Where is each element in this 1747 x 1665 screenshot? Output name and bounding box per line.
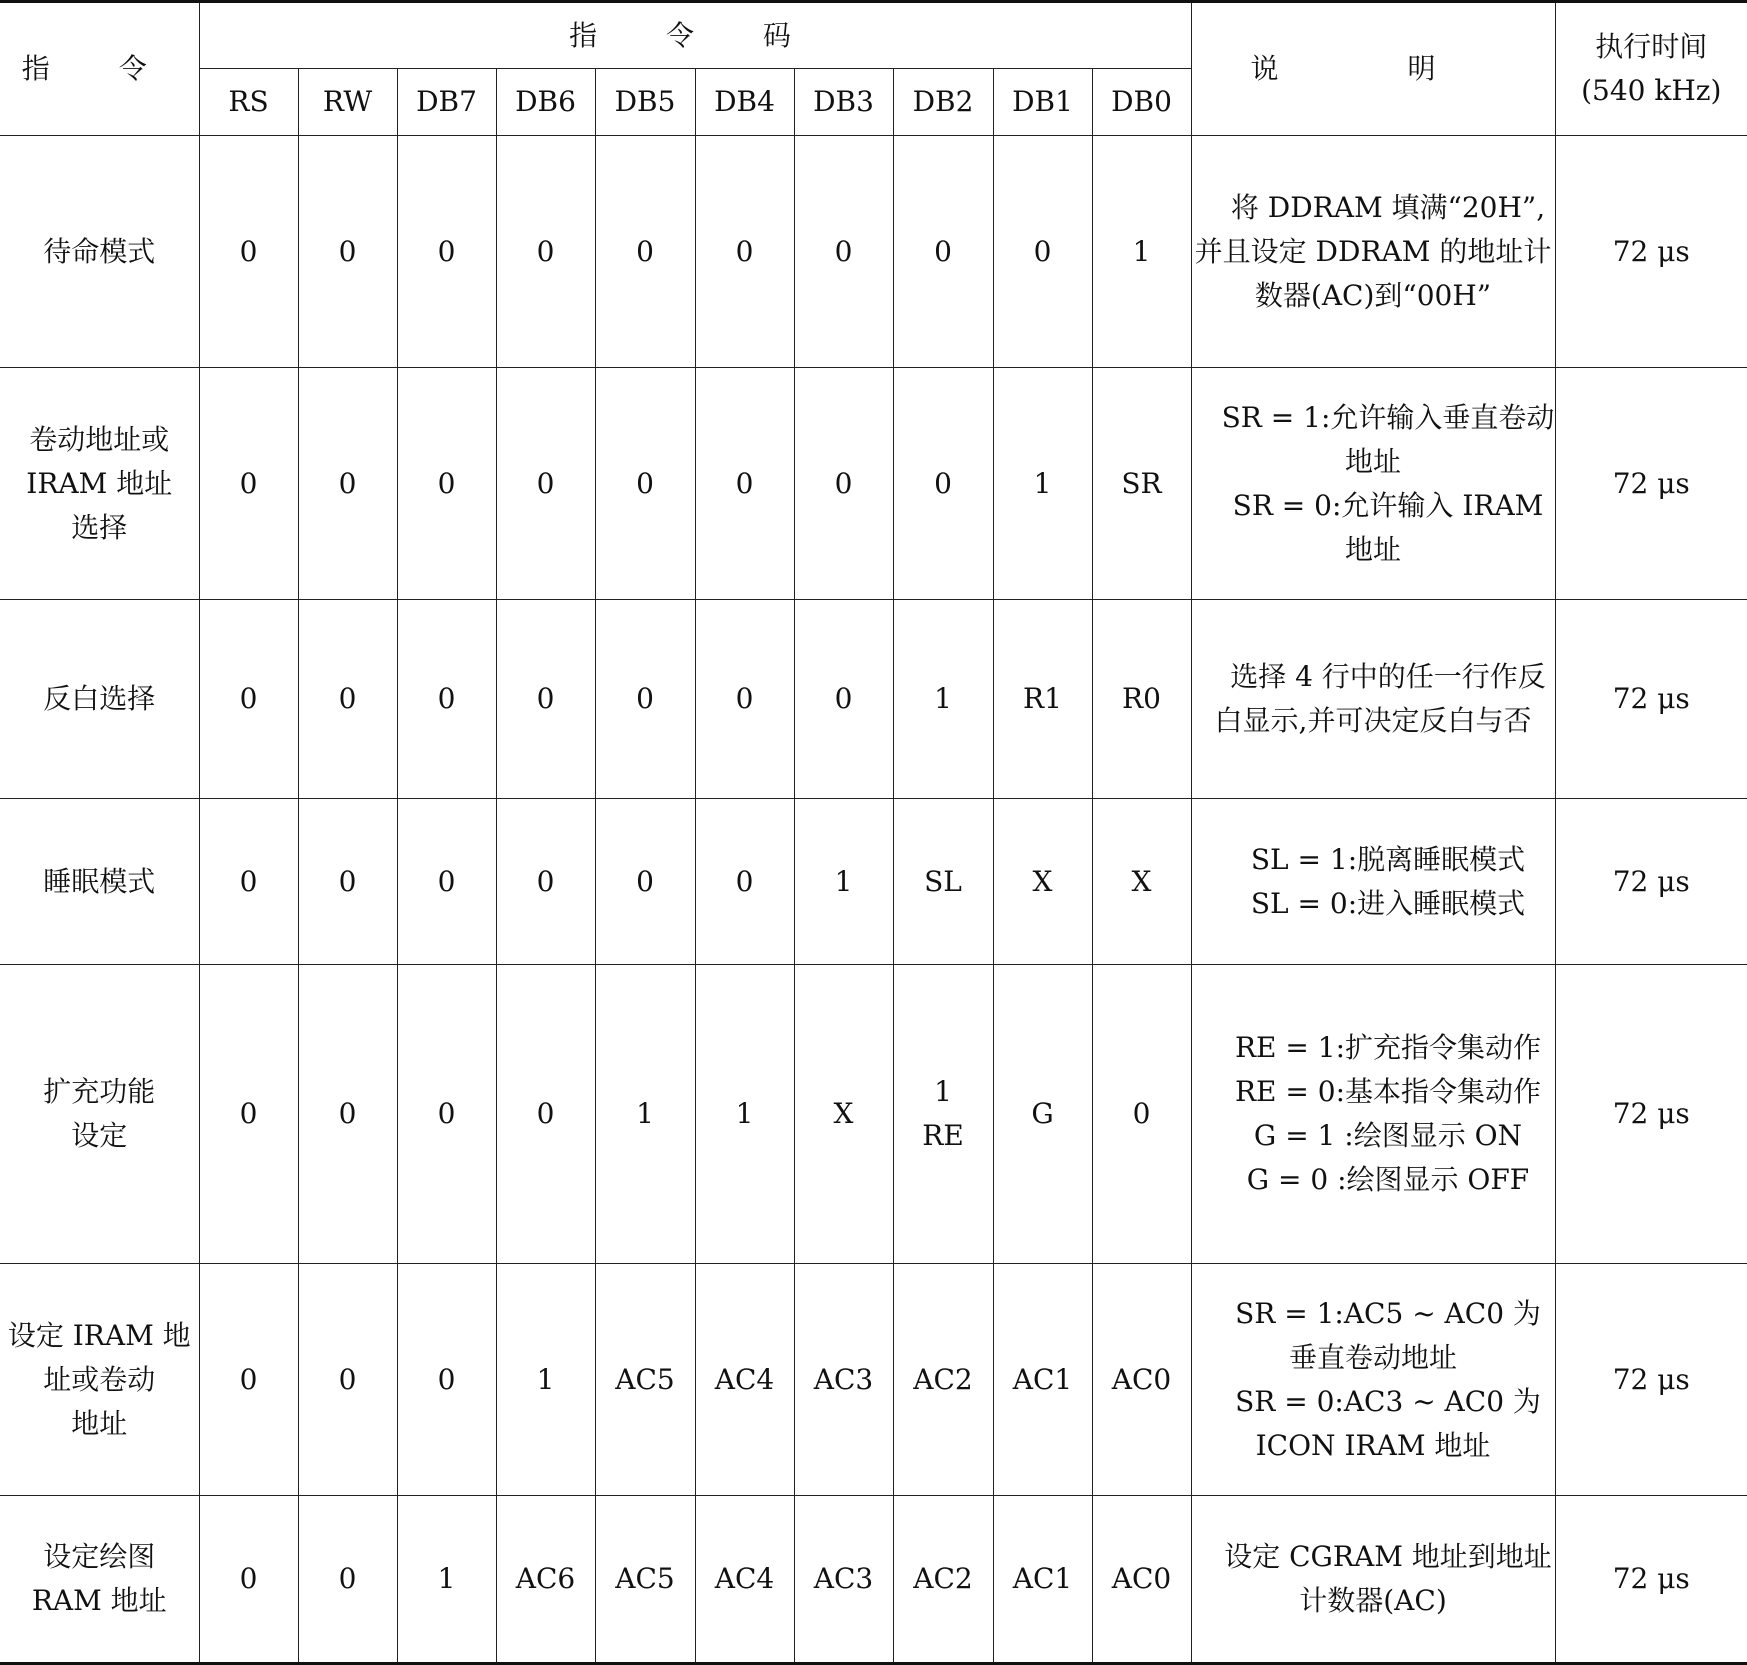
description-line: 将 DDRAM 填满“20H”,并且设定 DDRAM 的地址计数器(AC)到“00H” (1192, 186, 1555, 318)
bit-cell: 0 (595, 600, 695, 799)
bit-cell: 1 (695, 965, 794, 1264)
bit-cell: 0 (199, 1496, 298, 1664)
bit-cell: 0 (298, 368, 397, 600)
bit-header-db5: DB5 (595, 69, 695, 136)
bit-cell: X (794, 965, 893, 1264)
bit-cell: AC5 (595, 1264, 695, 1496)
bit-header-rw: RW (298, 69, 397, 136)
bit-cell: 0 (695, 799, 794, 965)
bit-cell: SR (1092, 368, 1191, 600)
bit-cell: AC4 (695, 1264, 794, 1496)
description-line: 设定 CGRAM 地址到地址计数器(AC) (1192, 1535, 1555, 1623)
description-cell (1191, 368, 1555, 600)
table-row (0, 965, 1747, 1264)
bit-cell: 0 (199, 368, 298, 600)
bit-cell: R1 (993, 600, 1092, 799)
bit-header-db3: DB3 (794, 69, 893, 136)
bit-cell: AC1 (993, 1264, 1092, 1496)
bit-cell: 0 (298, 600, 397, 799)
bit-cell: 0 (496, 799, 595, 965)
description-cell (1191, 1264, 1555, 1496)
bit-cell: 1 RE (893, 965, 993, 1264)
bit-cell: 0 (298, 1496, 397, 1664)
description-line: SR = 0:允许输入 IRAM 地址 (1192, 484, 1555, 572)
table-row (0, 1496, 1747, 1664)
instruction-name: 扩充功能 设定 (0, 965, 199, 1264)
bit-cell: R0 (1092, 600, 1191, 799)
description-line: 选择 4 行中的任一行作反白显示,并可决定反白与否 (1192, 655, 1555, 743)
bit-cell: AC6 (496, 1496, 595, 1664)
bit-cell: 1 (496, 1264, 595, 1496)
bit-cell: AC1 (993, 1496, 1092, 1664)
bit-cell: 0 (298, 965, 397, 1264)
bit-cell: 0 (794, 368, 893, 600)
exec-time: 72 μs (1555, 965, 1747, 1264)
bit-cell: 0 (893, 368, 993, 600)
bit-cell: 0 (496, 368, 595, 600)
instruction-name: 设定 IRAM 地 址或卷动 地址 (0, 1264, 199, 1496)
description-line: G = 0 :绘图显示 OFF (1192, 1158, 1555, 1202)
bit-cell: 1 (893, 600, 993, 799)
bit-cell: X (1092, 799, 1191, 965)
bit-cell: 0 (397, 799, 496, 965)
exec-time: 72 μs (1555, 600, 1747, 799)
bit-cell: 0 (695, 600, 794, 799)
bit-cell: 0 (794, 136, 893, 368)
bit-cell: 0 (397, 1264, 496, 1496)
description-cell (1191, 600, 1555, 799)
exec-time: 72 μs (1555, 136, 1747, 368)
bit-cell: 0 (893, 136, 993, 368)
bit-cell: 0 (298, 136, 397, 368)
header-time (1555, 2, 1747, 136)
bit-cell: 0 (199, 965, 298, 1264)
bit-cell: 0 (496, 965, 595, 1264)
description-line: RE = 1:扩充指令集动作 (1192, 1026, 1555, 1070)
description-cell (1191, 1496, 1555, 1664)
bit-cell: X (993, 799, 1092, 965)
header-instruction (0, 2, 199, 136)
bit-cell: 0 (397, 368, 496, 600)
description-line: SR = 1:允许输入垂直卷动地址 (1192, 396, 1555, 484)
description-cell (1191, 965, 1555, 1264)
table-row (0, 368, 1747, 600)
description-line: SL = 1:脱离睡眠模式 (1192, 838, 1555, 882)
description-line: G = 1 :绘图显示 ON (1192, 1114, 1555, 1158)
bit-cell: 0 (496, 136, 595, 368)
bit-cell: 0 (496, 600, 595, 799)
description-line: RE = 0:基本指令集动作 (1192, 1070, 1555, 1114)
header-instruction-text: 指 令 (22, 52, 177, 85)
bit-cell: 0 (298, 1264, 397, 1496)
bit-cell: 0 (397, 965, 496, 1264)
header-time-line2: (540 kHz) (1556, 69, 1747, 113)
bit-cell: 0 (595, 799, 695, 965)
bit-cell: AC4 (695, 1496, 794, 1664)
bit-cell: AC2 (893, 1496, 993, 1664)
bit-cell: 1 (794, 799, 893, 965)
table-row (0, 600, 1747, 799)
bit-cell: 1 (595, 965, 695, 1264)
bit-cell: 0 (695, 136, 794, 368)
bit-cell: 0 (993, 136, 1092, 368)
bit-cell: 0 (1092, 965, 1191, 1264)
header-description (1191, 2, 1555, 136)
exec-time: 72 μs (1555, 368, 1747, 600)
header-description-text: 说 明 (1251, 52, 1496, 85)
bit-cell: 0 (595, 136, 695, 368)
bit-cell: 0 (595, 368, 695, 600)
bit-header-db2: DB2 (893, 69, 993, 136)
header-code (199, 2, 1191, 69)
instruction-name: 睡眠模式 (0, 799, 199, 965)
bit-header-db1: DB1 (993, 69, 1092, 136)
bit-cell: 0 (199, 1264, 298, 1496)
exec-time: 72 μs (1555, 1264, 1747, 1496)
table-row (0, 136, 1747, 368)
bit-cell: 1 (993, 368, 1092, 600)
bit-cell: AC0 (1092, 1264, 1191, 1496)
bit-cell: G (993, 965, 1092, 1264)
bit-cell: AC5 (595, 1496, 695, 1664)
description-cell (1191, 136, 1555, 368)
table-row (0, 799, 1747, 965)
bit-header-db0: DB0 (1092, 69, 1191, 136)
bit-cell: AC3 (794, 1496, 893, 1664)
bit-cell: 0 (199, 799, 298, 965)
bit-cell: 1 (397, 1496, 496, 1664)
bit-cell: 0 (298, 799, 397, 965)
exec-time: 72 μs (1555, 799, 1747, 965)
description-line: SL = 0:进入睡眠模式 (1192, 882, 1555, 926)
instruction-name: 反白选择 (0, 600, 199, 799)
bit-header-db4: DB4 (695, 69, 794, 136)
bit-header-db6: DB6 (496, 69, 595, 136)
bit-cell: 0 (199, 136, 298, 368)
bit-header-rs: RS (199, 69, 298, 136)
bit-cell: AC0 (1092, 1496, 1191, 1664)
instruction-name: 卷动地址或 IRAM 地址 选择 (0, 368, 199, 600)
bit-cell: AC3 (794, 1264, 893, 1496)
bit-cell: 0 (199, 600, 298, 799)
description-line: SR = 1:AC5 ~ AC0 为垂直卷动地址 (1192, 1292, 1555, 1380)
bit-cell: 0 (794, 600, 893, 799)
description-line: SR = 0:AC3 ~ AC0 为 ICON IRAM 地址 (1192, 1380, 1555, 1468)
header-code-text: 指 令 码 (569, 19, 821, 52)
bit-cell: 0 (397, 136, 496, 368)
bit-cell: 0 (397, 600, 496, 799)
bit-header-db7: DB7 (397, 69, 496, 136)
description-cell (1191, 799, 1555, 965)
bit-cell: 0 (695, 368, 794, 600)
bit-cell: SL (893, 799, 993, 965)
instruction-name: 待命模式 (0, 136, 199, 368)
instruction-name: 设定绘图 RAM 地址 (0, 1496, 199, 1664)
bit-cell: 1 (1092, 136, 1191, 368)
table-row (0, 1264, 1747, 1496)
header-time-line1: 执行时间 (1556, 25, 1747, 69)
bit-cell: AC2 (893, 1264, 993, 1496)
exec-time: 72 μs (1555, 1496, 1747, 1664)
